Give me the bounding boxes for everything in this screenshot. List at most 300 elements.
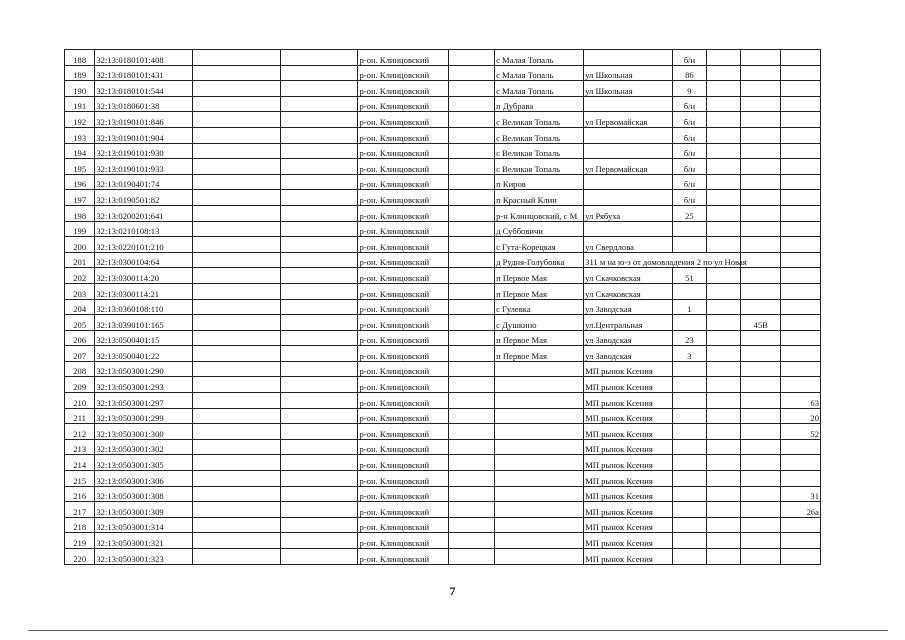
row-number-cell: 202 xyxy=(65,268,95,284)
house-number-cell xyxy=(673,549,706,565)
table-row xyxy=(65,408,821,424)
empty-cell xyxy=(706,205,740,221)
empty-cell xyxy=(448,81,495,97)
empty-cell xyxy=(280,315,358,331)
empty-cell xyxy=(448,455,495,471)
last-column-cell xyxy=(781,283,821,299)
empty-cell xyxy=(448,471,495,487)
last-column-cell xyxy=(781,127,821,143)
table-row xyxy=(65,424,821,440)
district-cell: р-он. Клинцовский xyxy=(358,252,448,268)
street-cell: ул Школьная xyxy=(584,65,673,81)
district-cell: р-он. Клинцовский xyxy=(358,424,448,440)
empty-cell xyxy=(192,221,280,237)
table-row xyxy=(65,315,821,331)
empty-cell xyxy=(448,65,495,81)
empty-cell xyxy=(448,237,495,253)
last-column-cell xyxy=(781,315,821,331)
empty-cell xyxy=(280,502,358,518)
empty-cell xyxy=(706,283,740,299)
last-column-cell xyxy=(781,96,821,112)
empty-cell xyxy=(706,315,740,331)
last-column-cell xyxy=(781,65,821,81)
district-cell: р-он. Клинцовский xyxy=(358,50,448,66)
empty-cell xyxy=(280,81,358,97)
street-cell: МП рынок Ксения xyxy=(584,408,673,424)
row-number-cell: 215 xyxy=(65,471,95,487)
cadastral-number-cell: 32:13:0300104:64 xyxy=(95,252,192,268)
empty-cell xyxy=(280,330,358,346)
house-number-cell xyxy=(673,533,706,549)
table-row xyxy=(65,159,821,175)
street-cell: ул.Центральная xyxy=(584,315,673,331)
cadastral-number-cell: 32:13:0220101:210 xyxy=(95,237,192,253)
empty-cell xyxy=(448,299,495,315)
settlement-cell: п Киров xyxy=(495,174,584,190)
empty-cell xyxy=(706,174,740,190)
empty-cell xyxy=(280,159,358,175)
row-number-cell: 196 xyxy=(65,174,95,190)
empty-cell xyxy=(192,346,280,362)
street-cell xyxy=(584,221,673,237)
row-number-cell: 199 xyxy=(65,221,95,237)
table-row xyxy=(65,50,821,66)
row-number-cell: 190 xyxy=(65,81,95,97)
district-cell: р-он. Клинцовский xyxy=(358,377,448,393)
empty-cell xyxy=(192,174,280,190)
cadastral-number-cell: 32:13:0180101:544 xyxy=(95,81,192,97)
district-cell: р-он. Клинцовский xyxy=(358,81,448,97)
empty-cell xyxy=(192,96,280,112)
house-number-cell: 1 xyxy=(673,299,706,315)
street-cell xyxy=(584,50,673,66)
empty-cell xyxy=(192,268,280,284)
empty-cell xyxy=(192,377,280,393)
street-cell: МП рынок Ксения xyxy=(584,517,673,533)
street-cell: ул Скачковская xyxy=(584,268,673,284)
extra-number-cell xyxy=(740,393,780,409)
settlement-cell xyxy=(495,408,584,424)
settlement-cell xyxy=(495,549,584,565)
house-number-cell: 23 xyxy=(673,330,706,346)
district-cell: р-он. Клинцовский xyxy=(358,471,448,487)
empty-cell xyxy=(706,346,740,362)
district-cell: р-он. Клинцовский xyxy=(358,127,448,143)
empty-cell xyxy=(706,549,740,565)
row-number-cell: 191 xyxy=(65,96,95,112)
empty-cell xyxy=(192,65,280,81)
street-cell: МП рынок Ксения xyxy=(584,361,673,377)
table-row xyxy=(65,486,821,502)
district-cell: р-он. Клинцовский xyxy=(358,315,448,331)
district-cell: р-он. Клинцовский xyxy=(358,237,448,253)
extra-number-cell xyxy=(740,471,780,487)
last-column-cell xyxy=(781,439,821,455)
settlement-cell xyxy=(495,361,584,377)
last-column-cell xyxy=(781,252,821,268)
house-number-cell: 3 xyxy=(673,346,706,362)
empty-cell xyxy=(192,471,280,487)
cadastral-number-cell: 32:13:0503001:314 xyxy=(95,517,192,533)
street-cell: МП рынок Ксения xyxy=(584,486,673,502)
house-number-cell: 86 xyxy=(673,65,706,81)
last-column-cell xyxy=(781,346,821,362)
house-number-cell xyxy=(673,486,706,502)
last-column-cell xyxy=(781,237,821,253)
empty-cell xyxy=(448,377,495,393)
cadastral-number-cell: 32:13:0503001:300 xyxy=(95,424,192,440)
empty-cell xyxy=(280,252,358,268)
row-number-cell: 203 xyxy=(65,283,95,299)
empty-cell xyxy=(706,377,740,393)
last-column-cell xyxy=(781,517,821,533)
settlement-cell: с Гута-Корецкая xyxy=(495,237,584,253)
house-number-cell xyxy=(673,393,706,409)
district-cell: р-он. Клинцовский xyxy=(358,159,448,175)
settlement-cell: с Малая Топаль xyxy=(495,81,584,97)
street-cell: МП рынок Ксения xyxy=(584,377,673,393)
street-cell xyxy=(584,143,673,159)
extra-number-cell xyxy=(740,549,780,565)
empty-cell xyxy=(280,471,358,487)
empty-cell xyxy=(448,205,495,221)
row-number-cell: 209 xyxy=(65,377,95,393)
district-cell: р-он. Клинцовский xyxy=(358,299,448,315)
extra-number-cell xyxy=(740,455,780,471)
empty-cell xyxy=(280,346,358,362)
last-column-cell xyxy=(781,81,821,97)
empty-cell xyxy=(280,50,358,66)
empty-cell xyxy=(192,127,280,143)
row-number-cell: 197 xyxy=(65,190,95,206)
empty-cell xyxy=(280,205,358,221)
last-column-cell xyxy=(781,533,821,549)
empty-cell xyxy=(706,237,740,253)
street-cell: МП рынок Ксения xyxy=(584,424,673,440)
empty-cell xyxy=(280,299,358,315)
house-number-cell xyxy=(673,455,706,471)
district-cell: р-он. Клинцовский xyxy=(358,205,448,221)
house-number-cell: 9 xyxy=(673,81,706,97)
empty-cell xyxy=(706,221,740,237)
empty-cell xyxy=(192,424,280,440)
extra-number-cell xyxy=(740,50,780,66)
last-column-cell xyxy=(781,377,821,393)
table-row xyxy=(65,96,821,112)
empty-cell xyxy=(706,424,740,440)
settlement-cell xyxy=(495,502,584,518)
row-number-cell: 216 xyxy=(65,486,95,502)
district-cell: р-он. Клинцовский xyxy=(358,112,448,128)
row-number-cell: 220 xyxy=(65,549,95,565)
empty-cell xyxy=(448,502,495,518)
last-column-cell xyxy=(781,361,821,377)
table-row xyxy=(65,549,821,565)
district-cell: р-он. Клинцовский xyxy=(358,330,448,346)
cadastral-number-cell: 32:13:0360108:110 xyxy=(95,299,192,315)
street-cell: МП рынок Ксения xyxy=(584,471,673,487)
table-row xyxy=(65,299,821,315)
empty-cell xyxy=(706,455,740,471)
empty-cell xyxy=(448,50,495,66)
empty-cell xyxy=(280,112,358,128)
row-number-cell: 207 xyxy=(65,346,95,362)
table-row xyxy=(65,455,821,471)
page-number: 7 xyxy=(449,584,456,598)
empty-cell xyxy=(280,486,358,502)
last-column-cell xyxy=(781,159,821,175)
district-cell: р-он. Клинцовский xyxy=(358,221,448,237)
empty-cell xyxy=(280,393,358,409)
last-column-cell xyxy=(781,549,821,565)
last-column-cell xyxy=(781,268,821,284)
empty-cell xyxy=(280,65,358,81)
row-number-cell: 200 xyxy=(65,237,95,253)
cadastral-number-cell: 32:13:0503001:321 xyxy=(95,533,192,549)
empty-cell xyxy=(448,96,495,112)
empty-cell xyxy=(706,486,740,502)
table-row xyxy=(65,393,821,409)
cadastral-number-cell: 32:13:0300114:20 xyxy=(95,268,192,284)
empty-cell xyxy=(280,517,358,533)
table-row xyxy=(65,377,821,393)
cadastral-number-cell: 32:13:0500401:15 xyxy=(95,330,192,346)
table-row xyxy=(65,112,821,128)
empty-cell xyxy=(448,408,495,424)
last-column-cell xyxy=(781,112,821,128)
settlement-cell: д Суббовичи xyxy=(495,221,584,237)
extra-number-cell xyxy=(740,237,780,253)
cadastral-number-cell: 32:13:0190101:930 xyxy=(95,143,192,159)
empty-cell xyxy=(448,393,495,409)
table-row xyxy=(65,361,821,377)
empty-cell xyxy=(192,517,280,533)
empty-cell xyxy=(192,549,280,565)
extra-number-cell xyxy=(740,486,780,502)
empty-cell xyxy=(448,268,495,284)
table-row xyxy=(65,268,821,284)
extra-number-cell xyxy=(740,424,780,440)
row-number-cell: 205 xyxy=(65,315,95,331)
row-number-cell: 193 xyxy=(65,127,95,143)
street-cell xyxy=(584,174,673,190)
district-cell: р-он. Клинцовский xyxy=(358,346,448,362)
empty-cell xyxy=(280,174,358,190)
empty-cell xyxy=(706,268,740,284)
extra-number-cell xyxy=(740,533,780,549)
empty-cell xyxy=(280,96,358,112)
empty-cell xyxy=(448,112,495,128)
table-row xyxy=(65,283,821,299)
street-cell xyxy=(584,127,673,143)
empty-cell xyxy=(280,549,358,565)
row-number-cell: 217 xyxy=(65,502,95,518)
empty-cell xyxy=(448,533,495,549)
empty-cell xyxy=(448,221,495,237)
settlement-cell: с Малая Топаль xyxy=(495,65,584,81)
extra-number-cell xyxy=(740,174,780,190)
empty-cell xyxy=(448,361,495,377)
district-cell: р-он. Клинцовский xyxy=(358,486,448,502)
empty-cell xyxy=(448,346,495,362)
district-cell: р-он. Клинцовский xyxy=(358,174,448,190)
district-cell: р-он. Клинцовский xyxy=(358,439,448,455)
house-number-cell xyxy=(673,471,706,487)
cadastral-number-cell: 32:13:0210108:13 xyxy=(95,221,192,237)
house-number-cell: б/н xyxy=(673,96,706,112)
empty-cell xyxy=(706,96,740,112)
house-number-cell xyxy=(673,517,706,533)
empty-cell xyxy=(706,408,740,424)
empty-cell xyxy=(706,533,740,549)
street-cell: МП рынок Ксения xyxy=(584,439,673,455)
district-cell: р-он. Клинцовский xyxy=(358,190,448,206)
table-row xyxy=(65,190,821,206)
house-number-cell xyxy=(673,439,706,455)
table-row xyxy=(65,533,821,549)
district-cell: р-он. Клинцовский xyxy=(358,143,448,159)
street-cell: ул Первомайская xyxy=(584,112,673,128)
empty-cell xyxy=(192,330,280,346)
empty-cell xyxy=(192,50,280,66)
extra-number-cell xyxy=(740,299,780,315)
settlement-cell xyxy=(495,439,584,455)
settlement-cell xyxy=(495,377,584,393)
empty-cell xyxy=(192,252,280,268)
extra-number-cell xyxy=(740,81,780,97)
empty-cell xyxy=(706,65,740,81)
district-cell: р-он. Клинцовский xyxy=(358,393,448,409)
settlement-cell: р-н Клинцовский, с М xyxy=(495,205,584,221)
house-number-cell xyxy=(673,377,706,393)
row-number-cell: 214 xyxy=(65,455,95,471)
street-cell: МП рынок Ксения xyxy=(584,455,673,471)
extra-number-cell xyxy=(740,96,780,112)
empty-cell xyxy=(192,81,280,97)
last-column-cell: 26а xyxy=(781,502,821,518)
empty-cell xyxy=(448,486,495,502)
row-number-cell: 208 xyxy=(65,361,95,377)
empty-cell xyxy=(192,533,280,549)
settlement-cell: п Первое Мая xyxy=(495,330,584,346)
empty-cell xyxy=(448,159,495,175)
house-number-cell xyxy=(673,408,706,424)
table-row xyxy=(65,127,821,143)
empty-cell xyxy=(706,81,740,97)
cadastral-number-cell: 32:13:0190101:933 xyxy=(95,159,192,175)
settlement-cell: п Первое Мая xyxy=(495,283,584,299)
house-number-cell xyxy=(673,283,706,299)
extra-number-cell xyxy=(740,205,780,221)
house-number-cell: б/н xyxy=(673,50,706,66)
extra-number-cell xyxy=(740,268,780,284)
settlement-cell xyxy=(495,486,584,502)
last-column-cell xyxy=(781,143,821,159)
house-number-cell: 51 xyxy=(673,268,706,284)
street-cell: 311 м на ю-з от домовладения 2 по ул Новая xyxy=(584,252,741,268)
last-column-cell xyxy=(781,471,821,487)
empty-cell xyxy=(192,283,280,299)
cadastral-number-cell: 32:13:0503001:308 xyxy=(95,486,192,502)
land-register-table xyxy=(64,49,821,565)
empty-cell xyxy=(280,143,358,159)
table-row xyxy=(65,252,821,268)
street-cell: ул Рябуха xyxy=(584,205,673,221)
empty-cell xyxy=(448,517,495,533)
row-number-cell: 192 xyxy=(65,112,95,128)
house-number-cell xyxy=(673,315,706,331)
empty-cell xyxy=(706,361,740,377)
footer-rule xyxy=(28,630,888,631)
settlement-cell: п Первое Мая xyxy=(495,346,584,362)
street-cell: МП рынок Ксения xyxy=(584,502,673,518)
row-number-cell: 219 xyxy=(65,533,95,549)
extra-number-cell xyxy=(740,377,780,393)
extra-number-cell xyxy=(740,221,780,237)
table-row xyxy=(65,471,821,487)
empty-cell xyxy=(192,393,280,409)
empty-cell xyxy=(448,174,495,190)
cadastral-number-cell: 32:13:0390101:165 xyxy=(95,315,192,331)
extra-number-cell xyxy=(740,283,780,299)
district-cell: р-он. Клинцовский xyxy=(358,455,448,471)
settlement-cell xyxy=(495,533,584,549)
last-column-cell: 31 xyxy=(781,486,821,502)
last-column-cell xyxy=(781,221,821,237)
settlement-cell: с Великая Топаль xyxy=(495,143,584,159)
extra-number-cell xyxy=(740,65,780,81)
empty-cell xyxy=(192,455,280,471)
street-cell: МП рынок Ксения xyxy=(584,549,673,565)
settlement-cell: с Гулевка xyxy=(495,299,584,315)
row-number-cell: 211 xyxy=(65,408,95,424)
empty-cell xyxy=(448,439,495,455)
empty-cell xyxy=(280,377,358,393)
street-cell xyxy=(584,96,673,112)
empty-cell xyxy=(706,393,740,409)
empty-cell xyxy=(448,315,495,331)
empty-cell xyxy=(448,283,495,299)
table-body xyxy=(65,50,821,565)
settlement-cell xyxy=(495,517,584,533)
cadastral-number-cell: 32:13:0503001:299 xyxy=(95,408,192,424)
district-cell: р-он. Клинцовский xyxy=(358,408,448,424)
extra-number-cell xyxy=(740,502,780,518)
cadastral-number-cell: 32:13:0190101:846 xyxy=(95,112,192,128)
table-row xyxy=(65,81,821,97)
empty-cell xyxy=(192,408,280,424)
district-cell: р-он. Клинцовский xyxy=(358,361,448,377)
cadastral-number-cell: 32:13:0503001:306 xyxy=(95,471,192,487)
empty-cell xyxy=(706,159,740,175)
empty-cell xyxy=(280,408,358,424)
cadastral-number-cell: 32:13:0503001:293 xyxy=(95,377,192,393)
last-column-cell: 63 xyxy=(781,393,821,409)
table-row xyxy=(65,346,821,362)
row-number-cell: 204 xyxy=(65,299,95,315)
empty-cell xyxy=(192,143,280,159)
extra-number-cell xyxy=(740,190,780,206)
district-cell: р-он. Клинцовский xyxy=(358,549,448,565)
extra-number-cell xyxy=(740,408,780,424)
cadastral-number-cell: 32:13:0190401:74 xyxy=(95,174,192,190)
street-cell: МП рынок Ксения xyxy=(584,533,673,549)
empty-cell xyxy=(280,237,358,253)
empty-cell xyxy=(280,283,358,299)
cadastral-number-cell: 32:13:0503001:323 xyxy=(95,549,192,565)
cadastral-number-cell: 32:13:0503001:302 xyxy=(95,439,192,455)
last-column-cell xyxy=(781,205,821,221)
